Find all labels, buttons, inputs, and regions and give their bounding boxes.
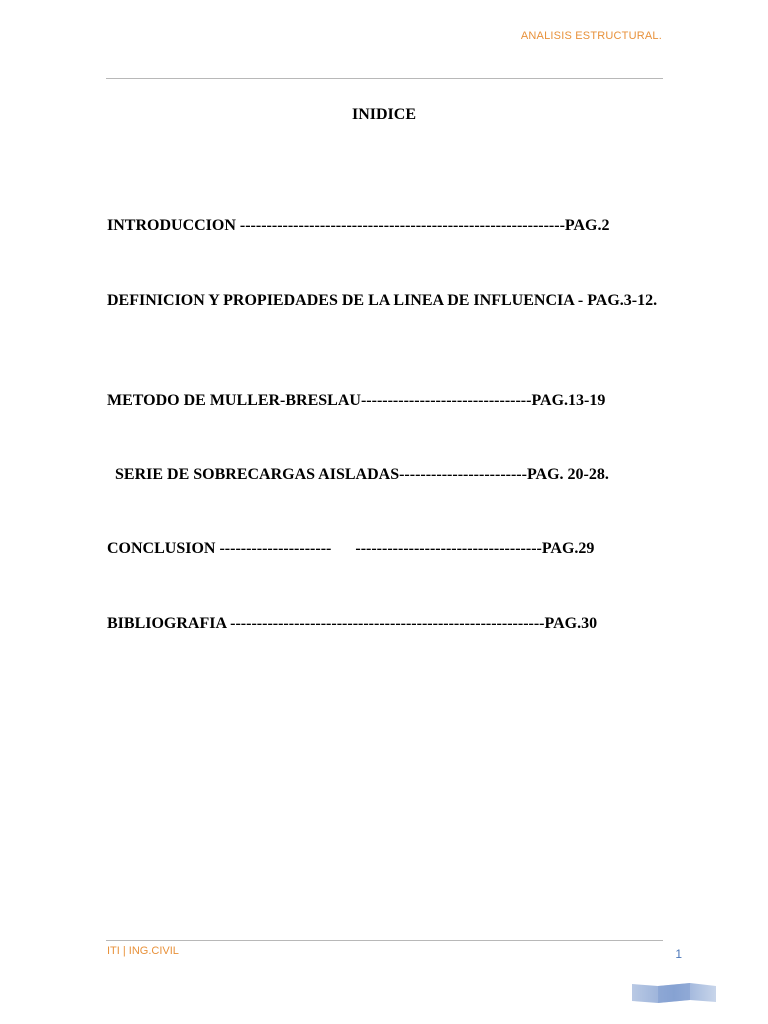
toc-entry-conclusion	[107, 536, 663, 562]
page-number: 1	[675, 947, 682, 961]
footer-ribbon-decoration	[630, 980, 720, 1006]
toc-entry-conclusion-part1: CONCLUSION ---------------------	[107, 540, 332, 557]
toc-entry-introduccion: INTRODUCCION -------------------------------------------------------------PAG.2	[107, 217, 610, 234]
toc-entry-bibliografia: BIBLIOGRAFIA -----------------------------------------------------------PAG.30	[107, 615, 598, 632]
toc-entry-serie: SERIE DE SOBRECARGAS AISLADAS------------------------PAG. 20-28.	[115, 466, 609, 483]
toc-entry-definicion: DEFINICION Y PROPIEDADES DE LA LINEA DE INFLUENCIA - PAG.3-12.	[107, 292, 658, 309]
header-divider	[106, 78, 663, 79]
toc-entry-metodo: METODO DE MULLER-BRESLAU--------------------------------PAG.13-19	[107, 392, 606, 409]
header-title: ANALISIS ESTRUCTURAL.	[520, 30, 662, 42]
footer-divider	[106, 940, 663, 941]
toc-entry-conclusion-part2: -----------------------------------PAG.29	[355, 540, 595, 557]
document-title: INIDICE	[351, 106, 416, 123]
footer-label: ITI | ING.CIVIL	[107, 945, 179, 957]
